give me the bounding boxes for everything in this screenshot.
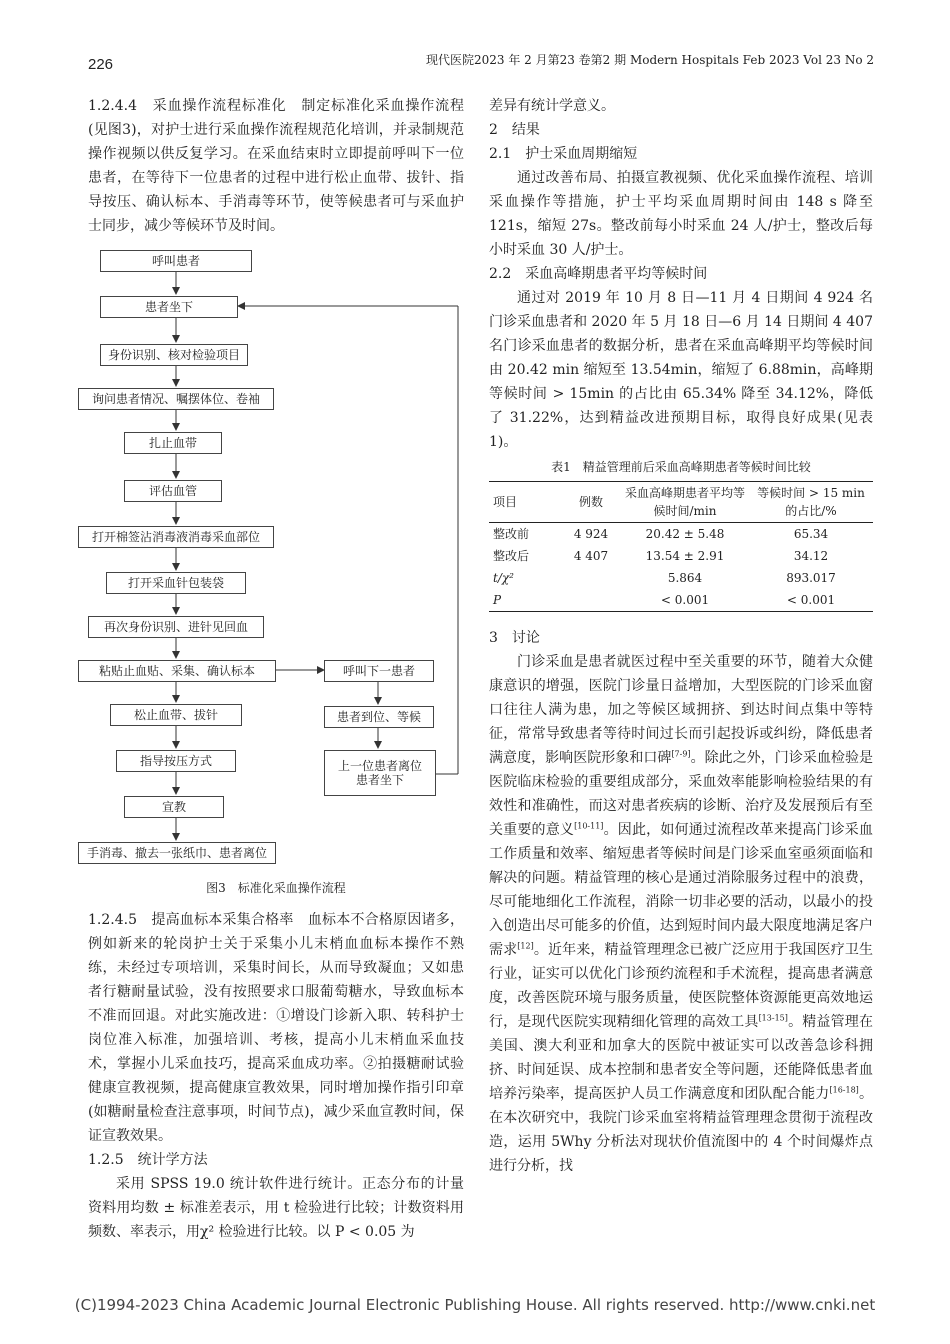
section-1-2-4-4: 1.2.4.4 采血操作流程标准化 制定标准化采血操作流程(见图3)，对护士进行采血操作流程规范化培训，并录制规范操作视频以供反复学习。在采血结束时立即提前呼叫下一位患者，在等待下一位患者的过程中进行松止血带、拔针、指导按压、确认标本、手消毒等环节，使等候患者可与采血护士同步，减少等候环节及时间。 — [88, 98, 464, 234]
flow-side-arrive-wait: 患者到位、等候 — [324, 706, 434, 728]
table-cell — [561, 567, 621, 589]
flow-step-reidentify: 再次身份识别、进针见回血 — [88, 616, 264, 638]
copyright-footer: (C)1994-2023 China Academic Journal Electronic Publishing House. All rights reserved. http://www.cnki.net — [74, 1296, 876, 1314]
table-cell: 893.017 — [786, 571, 836, 585]
section-2-title: 2 结果 — [489, 122, 540, 138]
discussion-text-c: 。因此，如何通过流程改革来提高门诊采血工作质量和效率、缩短患者等候时间是门诊采血室亟须面临和解决的问题。精益管理的核心是通过消除服务过程中的浪费，尽可能地细化工作流程，消除一切非必要的活动，以最小的投入创造出尽可能多的价值，达到短时间内最大限度地满足客户需求 — [489, 822, 873, 958]
table-row — [489, 589, 873, 612]
flow-step-patient-sits: 患者坐下 — [100, 296, 238, 318]
table-header-ratio: 等候时间 > 15 min 的占比/% — [757, 486, 865, 518]
left-column-bottom — [88, 908, 464, 1244]
table-row — [489, 567, 873, 589]
table-cell: 整改后 — [493, 549, 530, 563]
section-3-paragraph — [489, 650, 873, 1178]
section-3-title: 3 讨论 — [489, 630, 540, 646]
figure-caption: 图3 标准化采血操作流程 — [206, 881, 346, 895]
flow-step-guide-press: 指导按压方式 — [116, 750, 236, 772]
flow-step-education: 宣教 — [124, 796, 224, 818]
table-header-mean-wait: 采血高峰期患者平均等候时间/min — [625, 486, 746, 518]
flow-step-disinfect: 打开棉签沾消毒液消毒采血部位 — [78, 526, 274, 548]
page-number: 226 — [88, 56, 114, 73]
section-2-2-body: 通过对 2019 年 10 月 8 日—11 月 4 日期间 4 924 名门诊采血患者和 2020 年 5 月 18 日—6 月 14 日期间 4 407名门诊采血患者的数据分析，患者在采血高峰期平均等候时间由 20.42 min 缩短至 13.54min，缩短了 6.88min，高峰期等候时间 > 15min 的占比由 65.34% 降至 34.12%，降低了 31.22%，达到精益改进预期目标，取得良好成果(见表1)。 — [489, 290, 873, 450]
right-column — [489, 94, 873, 1178]
table-cell: 20.42 ± 5.48 — [645, 527, 725, 541]
table-cell: 4 407 — [573, 549, 609, 563]
flow-step-tourniquet: 扎止血带 — [124, 432, 222, 454]
table-header-row — [489, 482, 873, 523]
table-cell: 4 924 — [573, 527, 609, 541]
citation-10-11: [10-11] — [574, 821, 604, 831]
section-1-2-4-5: 1.2.4.5 提高血标本采集合格率 血标本不合格原因诸多，例如新来的轮岗护士关于采集小儿末梢血血标本操作不熟练，未经过专项培训，采集时间长，从而导致凝血；又如患者行糖耐量试验，没有按照要求口服葡萄糖水，导致血标本不准而回退。对此实施改进：①增设门诊新入职、转科护士岗位准入标准，加强培训、考核，提高小儿末梢血采血技术，掌握小儿采血技巧，提高采血成功率。②拍摄糖耐试验健康宣教视频，提高健康宣教效果，同时增加操作指引印章(如糖耐量检查注意事项，时间节点)，减少采血宣教时间，保证宣教效果。 — [88, 912, 464, 1144]
discussion-text-a: 门诊采血是患者就医过程中至关重要的环节，随着大众健康意识的增强，医院门诊量日益增加，大型医院的门诊采血窗口往往人满为患，加之等候区域拥挤、到达时间点集中等特征，常常导致患者等待时间过长而引起投诉或纠纷，降低患者满意度，影响医院形象和口碑 — [489, 654, 873, 766]
flow-step-identify-check: 身份识别、核对检验项目 — [100, 344, 248, 366]
figure-3-flowchart — [88, 250, 464, 866]
table-row — [489, 545, 873, 567]
section-2-1-body: 通过改善布局、拍摄宣教视频、优化采血操作流程、培训采血操作等措施，护士平均采血周期时间由 148 s 降至 121s，缩短 27s。整改前每小时采血 24 人/护士，整改后每小时采血 30 人/护士。 — [489, 170, 873, 258]
citation-13-15: [13-15] — [758, 1013, 788, 1023]
citation-7-9: [7-9] — [671, 749, 691, 759]
discussion-text-d: 。近年来，精益管理理念已被广泛应用于我国医疗卫生行业，证实可以优化门诊预约流程和手术流程，提高患者满意度，改善医院环境与服务质量，使医院整体资源能更高效地运行，是现代医院实现精细化管理的高效工具 — [489, 942, 874, 1030]
table-header-item: 项目 — [493, 495, 518, 509]
flow-step-inquire-position: 询问患者情况、嘱摆体位、卷袖 — [78, 388, 274, 410]
flow-step-collect-confirm: 粘贴止血贴、采集、确认标本 — [78, 660, 276, 682]
continuation-text: 差异有统计学意义。 — [489, 98, 615, 114]
table-cell — [561, 589, 621, 612]
section-2-1-title: 2.1 护士采血周期缩短 — [489, 146, 638, 162]
table-cell: 34.12 — [793, 549, 829, 563]
flow-side-prev-leaves: 上一位患者离位患者坐下 — [324, 750, 436, 796]
table-1 — [489, 481, 873, 612]
table-cell: 13.54 ± 2.91 — [645, 549, 725, 563]
left-column-top — [88, 94, 464, 238]
table-cell: 5.864 — [667, 571, 703, 585]
table-cell: 整改前 — [493, 527, 530, 541]
flow-step-open-needle: 打开采血针包装袋 — [106, 572, 246, 594]
section-1-2-5-title: 1.2.5 统计学方法 — [88, 1152, 208, 1168]
discussion-text-e: 。精益管理在美国、澳大利亚和加拿大的医院中被证实可以改善急诊科拥挤、时间延误、成本控制和患者安全等问题，还能降低患者血培养污染率，提高医护人员工作满意度和团队配合能力 — [489, 1014, 873, 1102]
table-cell: 65.34 — [793, 527, 829, 541]
table-cell: P — [493, 593, 502, 607]
running-head: 现代医院2023 年 2 月第23 卷第2 期 Modern Hospitals Feb 2023 Vol 23 No 2 — [425, 53, 874, 67]
section-2-2-title: 2.2 采血高峰期患者平均等候时间 — [489, 266, 708, 282]
table-cell: < 0.001 — [660, 593, 710, 607]
table-cell: t/χ² — [493, 571, 514, 585]
flow-step-call-patient: 呼叫患者 — [100, 250, 252, 272]
discussion-text-f: 。在本次研究中，我院门诊采血室将精益管理理念贯彻于流程改造，运用 5Why 分析法对现状价值流图中的 4 个时间爆炸点进行分析，找 — [489, 1086, 873, 1174]
flow-step-hand-hygiene: 手消毒、撤去一张纸巾、患者离位 — [78, 842, 276, 864]
section-1-2-5-body: 采用 SPSS 19.0 统计软件进行统计。正态分布的计量资料用均数 ± 标准差表示，用 t 检验进行比较；计数资料用频数、率表示，用χ² 检验进行比较。以 P < 0.05 为 — [88, 1176, 464, 1240]
flow-side-call-next: 呼叫下一患者 — [324, 660, 434, 682]
citation-16-18: [16-18] — [829, 1085, 859, 1095]
flow-step-release-withdraw: 松止血带、拔针 — [110, 704, 242, 726]
flow-step-assess-vessel: 评估血管 — [124, 480, 222, 502]
table-cell: < 0.001 — [786, 593, 836, 607]
table-1-caption: 表1 精益管理前后采血高峰期患者等候时间比较 — [551, 460, 811, 474]
table-row — [489, 523, 873, 546]
table-header-count: 例数 — [578, 495, 603, 509]
discussion-text-b: 。除此之外，门诊采血检验是医院临床检验的重要组成部分，采血效率能影响检验结果的有效性和准确性，而这对患者疾病的诊断、治疗及发展预后有至关重要的意义 — [489, 750, 873, 838]
citation-12: [12] — [517, 941, 534, 951]
